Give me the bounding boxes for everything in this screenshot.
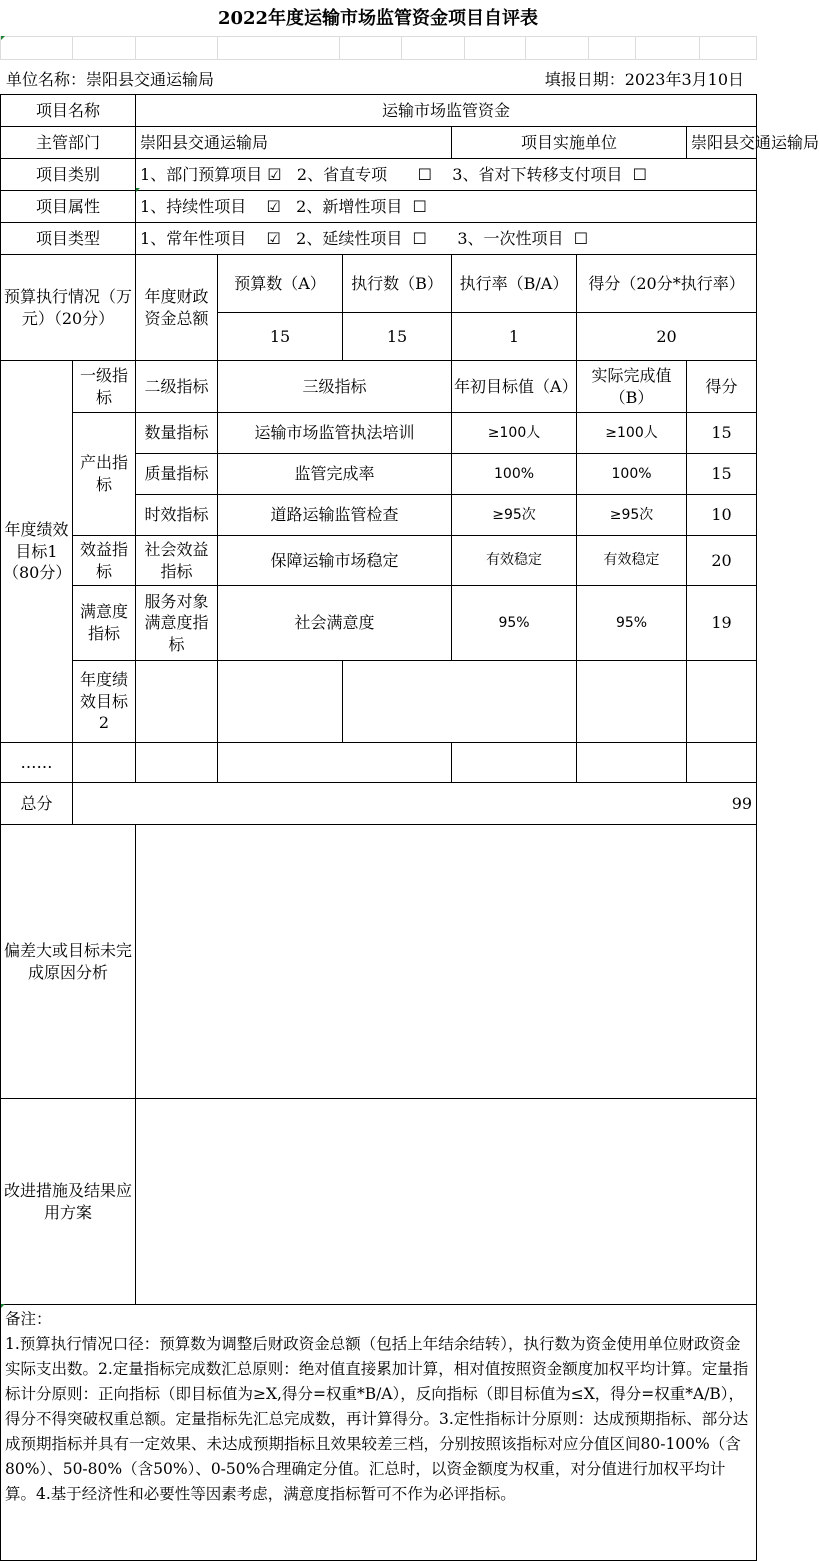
attribute-opt2: 2、新增性项目 bbox=[296, 196, 403, 216]
budget-section-label: 预算执行情况（万元）（20分） bbox=[1, 255, 136, 361]
row-target: 有效稳定 bbox=[452, 536, 577, 586]
deviation-content bbox=[136, 825, 757, 1099]
row-actual: 有效稳定 bbox=[577, 536, 687, 586]
header-lvl1: 一级指标 bbox=[73, 361, 136, 413]
category-opt3: 3、省对下转移支付项目 bbox=[452, 164, 623, 184]
cell-comment-marker bbox=[1, 1304, 5, 1308]
empty-cell bbox=[73, 743, 136, 783]
empty-cell bbox=[343, 661, 577, 743]
row-score: 19 bbox=[687, 586, 757, 661]
row-actual: 100% bbox=[577, 454, 687, 495]
page-title: 2022年度运输市场监管资金项目自评表 bbox=[217, 8, 539, 29]
row-target: ≥95次 bbox=[452, 495, 577, 536]
checkbox-empty-icon: ☐ bbox=[412, 228, 427, 248]
checkbox-checked-icon: ☑ bbox=[266, 228, 281, 248]
output-indicator-label: 产出指标 bbox=[73, 413, 136, 536]
row-lvl3: 道路运输监管检查 bbox=[218, 495, 452, 536]
goal2-label: 年度绩效目标2 bbox=[73, 661, 136, 743]
empty-cell bbox=[577, 661, 687, 743]
row-lvl2: 时效指标 bbox=[136, 495, 218, 536]
row-target: 95% bbox=[452, 586, 577, 661]
header-lvl2: 二级指标 bbox=[136, 361, 218, 413]
row-lvl2: 数量指标 bbox=[136, 413, 218, 454]
cell-comment-marker bbox=[1, 36, 5, 40]
budget-col-score: 得分（20分*执行率） bbox=[577, 255, 757, 313]
checkbox-empty-icon: ☐ bbox=[573, 228, 589, 248]
impl-label: 项目实施单位 bbox=[452, 127, 687, 159]
row-score: 10 bbox=[687, 495, 757, 536]
satisfaction-indicator-label: 满意度指标 bbox=[73, 586, 136, 661]
empty-cell bbox=[218, 743, 452, 783]
budget-total-label: 年度财政资金总额 bbox=[136, 255, 218, 361]
category-options bbox=[136, 159, 757, 191]
row-lvl2: 质量指标 bbox=[136, 454, 218, 495]
budget-rate-value: 1 bbox=[452, 313, 577, 361]
total-label: 总分 bbox=[1, 783, 73, 825]
header-lvl3: 三级指标 bbox=[218, 361, 452, 413]
evaluation-table bbox=[0, 94, 819, 1561]
attribute-label: 项目属性 bbox=[1, 191, 136, 223]
improvement-label: 改进措施及结果应用方案 bbox=[1, 1099, 136, 1305]
project-name-label: 项目名称 bbox=[1, 95, 136, 127]
goal1-label: 年度绩效目标1（80分） bbox=[1, 361, 73, 743]
type-opt3: 3、一次性项目 bbox=[457, 228, 564, 248]
budget-col-a: 预算数（A） bbox=[218, 255, 343, 313]
notes-cell bbox=[1, 1305, 757, 1561]
checkbox-empty-icon: ☐ bbox=[632, 164, 647, 184]
budget-a-value: 15 bbox=[218, 313, 343, 361]
header-actual: 实际完成值（B） bbox=[577, 361, 687, 413]
row-score: 15 bbox=[687, 454, 757, 495]
empty-cell bbox=[136, 661, 218, 743]
improvement-content bbox=[136, 1099, 757, 1305]
row-lvl3: 运输市场监管执法培训 bbox=[218, 413, 452, 454]
header-score: 得分 bbox=[687, 361, 757, 413]
fill-date: 填报日期：2023年3月10日 bbox=[544, 70, 744, 89]
checkbox-empty-icon: ☐ bbox=[417, 164, 432, 184]
attribute-opt1: 1、持续性项目 bbox=[140, 196, 247, 216]
empty-cell bbox=[136, 743, 218, 783]
empty-cell bbox=[687, 743, 757, 783]
category-label: 项目类别 bbox=[1, 159, 136, 191]
deviation-label: 偏差大或目标未完成原因分析 bbox=[1, 825, 136, 1099]
row-actual: 95% bbox=[577, 586, 687, 661]
dept-label: 主管部门 bbox=[1, 127, 136, 159]
budget-col-rate: 执行率（B/A） bbox=[452, 255, 577, 313]
row-lvl3: 监管完成率 bbox=[218, 454, 452, 495]
project-name-value: 运输市场监管资金 bbox=[136, 95, 757, 127]
empty-cell bbox=[452, 743, 577, 783]
row-lvl3: 保障运输市场稳定 bbox=[218, 536, 452, 586]
empty-cell bbox=[577, 743, 687, 783]
ellipsis-label: …… bbox=[1, 743, 73, 783]
row-lvl3: 社会满意度 bbox=[218, 586, 452, 661]
type-opt2: 2、延续性项目 bbox=[296, 228, 403, 248]
checkbox-checked-icon: ☑ bbox=[267, 164, 282, 184]
empty-cell bbox=[218, 661, 343, 743]
header-target: 年初目标值（A） bbox=[452, 361, 577, 413]
checkbox-checked-icon: ☑ bbox=[266, 196, 281, 216]
empty-cell bbox=[687, 661, 757, 743]
budget-score-value: 20 bbox=[577, 313, 757, 361]
info-bar bbox=[0, 60, 756, 94]
row-target: 100% bbox=[452, 454, 577, 495]
row-actual: ≥100人 bbox=[577, 413, 687, 454]
benefit-indicator-label: 效益指标 bbox=[73, 536, 136, 586]
row-score: 15 bbox=[687, 413, 757, 454]
type-opt1: 1、常年性项目 bbox=[140, 228, 247, 248]
type-options bbox=[136, 223, 757, 255]
dept-value: 崇阳县交通运输局 bbox=[136, 127, 452, 159]
cell-comment-marker bbox=[136, 188, 140, 192]
checkbox-empty-icon: ☐ bbox=[412, 196, 427, 216]
budget-col-b: 执行数（B） bbox=[343, 255, 452, 313]
type-label: 项目类型 bbox=[1, 223, 136, 255]
blank-spacer-row bbox=[0, 36, 757, 60]
row-lvl2: 服务对象满意度指标 bbox=[136, 586, 218, 661]
attribute-options bbox=[136, 191, 757, 223]
row-actual: ≥95次 bbox=[577, 495, 687, 536]
total-score: 99 bbox=[73, 783, 757, 825]
category-opt2: 2、省直专项 bbox=[296, 164, 388, 184]
notes-title: 备注： bbox=[5, 1310, 52, 1328]
budget-b-value: 15 bbox=[343, 313, 452, 361]
row-score: 20 bbox=[687, 536, 757, 586]
notes-body: 1.预算执行情况口径：预算数为调整后财政资金总额（包括上年结余结转），执行数为资金使用单位财政资金实际支出数。2.定量指标完成数汇总原则：绝对值直接累加计算，相对值按照资金额度加权平均计算。定量指标计分原则：正向指标（即目标值为≥X,得分=权重*B/A），反向指标（即目标值为≤X，得分=权重*A/B），得分不得突破权重总额。定量指标先汇总完成数，再计算得分。3.定性指标计分原则：达成预期指标、部分达成预期指标并具有一定效果、未达成预期指标且效果较差三档，分别按照该指标对应分值区间80-100%（含80%）、50-80%（含50%）、0-50%合理确定分值。汇总时，以资金额度为权重，对分值进行加权平均计算。4.基于经济性和必要性等因素考虑，满意度指标暂可不作为必评指标。 bbox=[5, 1335, 749, 1503]
row-target: ≥100人 bbox=[452, 413, 577, 454]
impl-value: 崇阳县交通运输局 bbox=[687, 127, 757, 159]
unit-name: 单位名称：崇阳县交通运输局 bbox=[6, 70, 215, 89]
category-opt1: 1、部门预算项目 bbox=[140, 164, 263, 184]
row-lvl2: 社会效益指标 bbox=[136, 536, 218, 586]
